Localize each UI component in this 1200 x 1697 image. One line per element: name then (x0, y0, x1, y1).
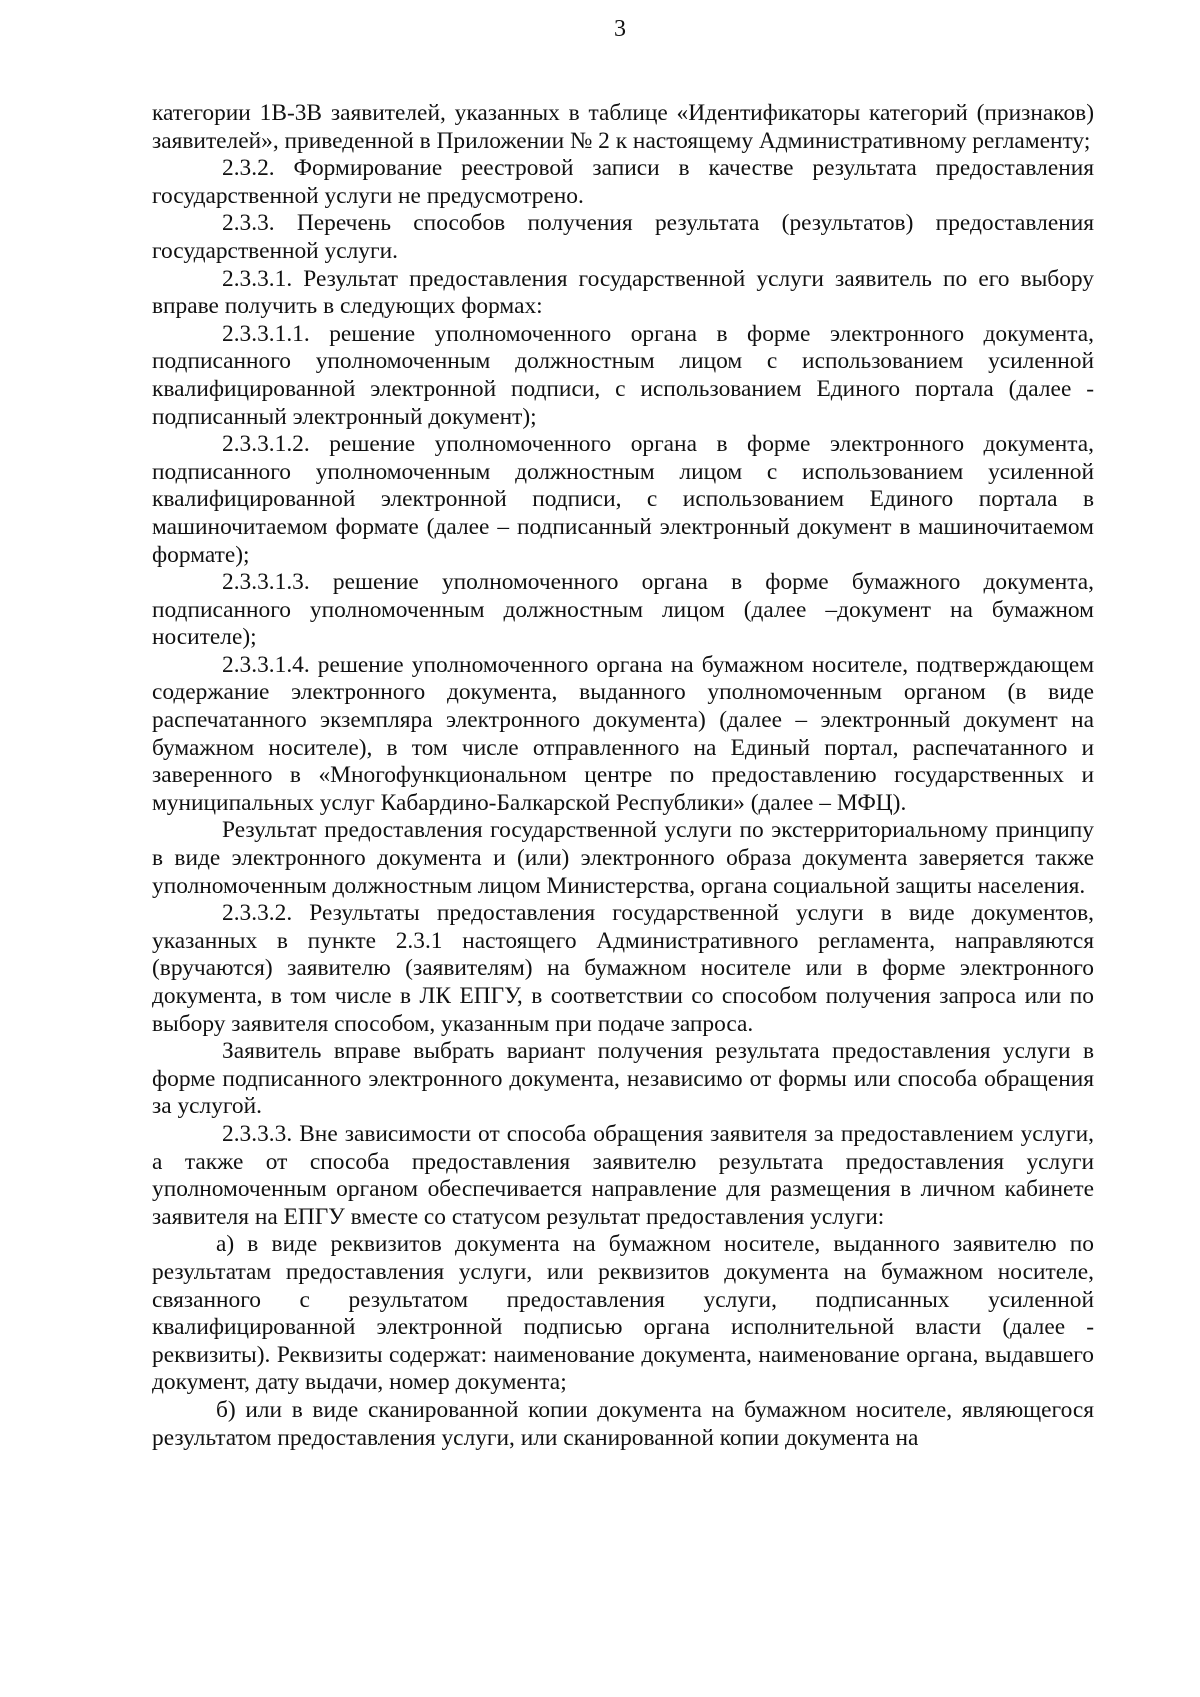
paragraph-2-3-3-1: 2.3.3.1. Результат предоставления государственной услуги заявитель по его выбору вправе получить в следующих формах: (152, 265, 1094, 320)
paragraph-2-3-2: 2.3.2. Формирование реестровой записи в качестве результата предоставления государственной услуги не предусмотрено. (152, 155, 1094, 209)
paragraph-item-b: б) или в виде сканированной копии документа на бумажном носителе, являющегося результатом предоставления услуги, или сканированной копии документа на (152, 1396, 1094, 1451)
paragraph-item-a: а) в виде реквизитов документа на бумажном носителе, выданного заявителю по результатам предоставления услуги, или реквизитов документа на бумажном носителе, связанного с результатом предоставления услуги, подписанных усиленной квалифицированной электронной подписью органа исполнительной власти (далее - реквизиты). Реквизиты содержат: наименование документа, наименование органа, выдавшего документ, дату выдачи, номер документа; (152, 1231, 1094, 1396)
paragraph-2-3-3-3: 2.3.3.3. Вне зависимости от способа обращения заявителя за предоставлением услуги, а также от способа предоставления заявителю результата предоставления услуги уполномоченным органом обеспечивается направление для размещения в личном кабинете заявителя на ЕПГУ вместе со статусом результат предоставления услуги: (152, 1120, 1094, 1230)
paragraph-extraterritorial-result: Результат предоставления государственной услуги по экстерриториальному принципу в виде электронного документа и (или) электронного образа документа заверяется также уполномоченным должностным лицом Министерства, органа социальной защиты населения. (152, 817, 1094, 899)
page-number: 3 (614, 16, 626, 42)
paragraph-2-3-3-1-1: 2.3.3.1.1. решение уполномоченного органа в форме электронного документа, подписанного уполномоченным должностным лицом с использованием усиленной квалифицированной электронной подписи, с использованием Единого портала (далее - подписанный электронный документ); (152, 320, 1094, 430)
paragraph-categories-continuation: категории 1В-3В заявителей, указанных в таблице «Идентификаторы категорий (признаков) заявителей», приведенной в Приложении № 2 к настоящему Административному регламенту; (152, 100, 1094, 154)
paragraph-2-3-3-1-2: 2.3.3.1.2. решение уполномоченного органа в форме электронного документа, подписанного уполномоченным должностным лицом с использованием усиленной квалифицированной электронной подписи, с использованием Единого портала в машиночитаемом формате (далее – подписанный электронный документ в машиночитаемом формате); (152, 431, 1094, 568)
paragraph-2-3-3-1-3: 2.3.3.1.3. решение уполномоченного органа в форме бумажного документа, подписанного уполномоченным должностным лицом (далее –документ на бумажном носителе); (152, 569, 1094, 651)
paragraph-2-3-3-2: 2.3.3.2. Результаты предоставления государственной услуги в виде документов, указанных в пункте 2.3.1 настоящего Административного регламента, направляются (вручаются) заявителю (заявителям) на бумажном носителе или в форме электронного документа, в том числе в ЛК ЕПГУ, в соответствии со способом получения запроса или по выбору заявителя способом, указанным при подаче запроса. (152, 900, 1094, 1037)
paragraph-2-3-3-1-4: 2.3.3.1.4. решение уполномоченного органа на бумажном носителе, подтверждающем содержание электронного документа, выданного уполномоченным органом (в виде распечатанного экземпляра электронного документа) (далее – электронный документ на бумажном носителе), в том числе отправленного на Единый портал, распечатанного и заверенного в «Многофункциональном центре по предоставлению государственных и муниципальных услуг Кабардино-Балкарской Республики» (далее – МФЦ). (152, 651, 1094, 816)
document-body (152, 100, 1094, 1452)
paragraph-2-3-3: 2.3.3. Перечень способов получения результата (результатов) предоставления государственной услуги. (152, 210, 1094, 264)
paragraph-applicant-choice: Заявитель вправе выбрать вариант получения результата предоставления услуги в форме подписанного электронного документа, независимо от формы или способа обращения за услугой. (152, 1038, 1094, 1120)
